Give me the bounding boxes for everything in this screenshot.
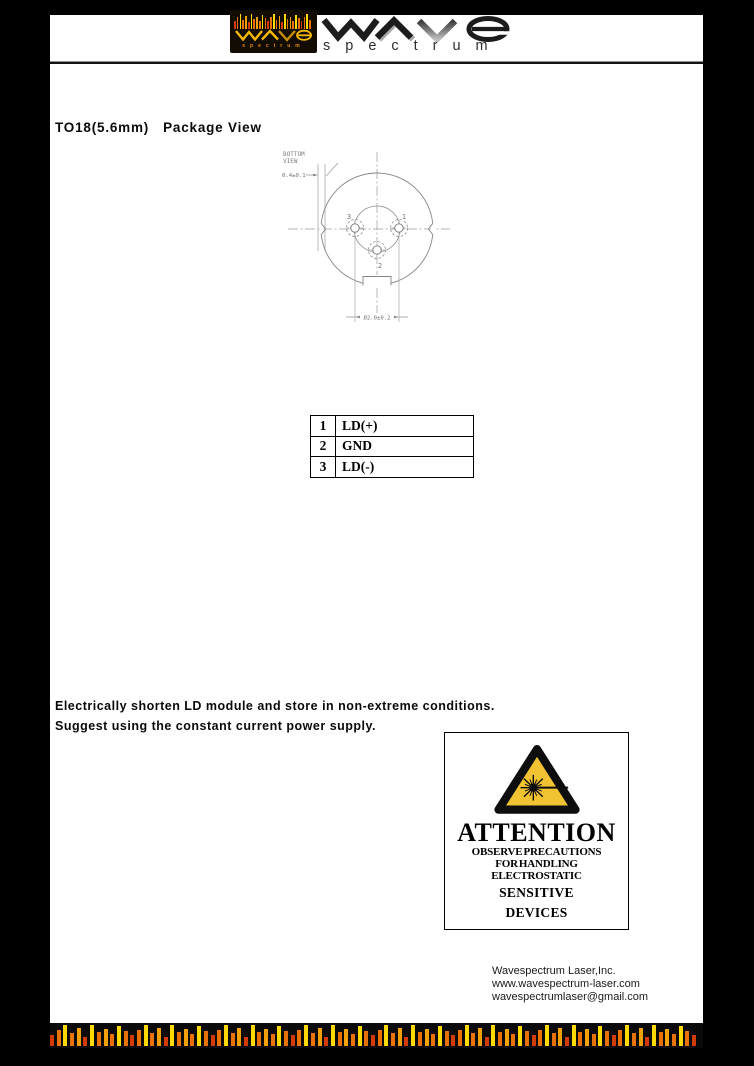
logo-spectrum-bars-icon <box>234 13 313 29</box>
spectrum-bar <box>245 16 247 29</box>
spectrum-bar <box>605 1031 609 1046</box>
spectrum-bar <box>276 20 278 29</box>
spectrum-bar <box>83 1037 87 1046</box>
attention-line-electrostatic: ELECTROSTATIC <box>491 870 582 882</box>
logo-wave-icon <box>234 29 313 42</box>
spectrum-bar <box>50 1035 54 1046</box>
spectrum-bar <box>77 1028 81 1046</box>
spectrum-bar <box>645 1037 649 1046</box>
spectrum-bar <box>150 1033 154 1046</box>
spectrum-bar <box>672 1034 676 1046</box>
spectrum-bar <box>301 21 303 29</box>
spectrum-bar <box>237 17 239 29</box>
spectrum-bar <box>491 1025 495 1046</box>
spectrum-bar <box>612 1035 616 1046</box>
spectrum-bar <box>242 20 244 29</box>
spectrum-bar <box>204 1031 208 1046</box>
note-line-2: Suggest using the constant current power supply. <box>55 718 377 733</box>
spectrum-bar <box>251 1025 255 1046</box>
spectrum-bar <box>632 1033 636 1046</box>
spectrum-bar <box>445 1031 449 1046</box>
spectrum-bar <box>411 1025 415 1046</box>
spectrum-bar <box>267 21 269 29</box>
spectrum-bar <box>190 1034 194 1046</box>
spectrum-bar <box>324 1037 328 1046</box>
spectrum-bar <box>618 1030 622 1046</box>
spectrum-bar <box>351 1034 355 1046</box>
datasheet-page <box>50 15 703 1048</box>
spectrum-bar <box>578 1032 582 1046</box>
drawing-pin2-label: 2 <box>377 262 383 270</box>
spectrum-bar <box>57 1030 61 1046</box>
spectrum-bar <box>572 1025 576 1046</box>
pin-table-row <box>311 436 474 457</box>
spectrum-bar <box>248 22 250 29</box>
spectrum-bar <box>144 1025 148 1046</box>
spectrum-bar <box>297 1030 301 1046</box>
spectrum-bar <box>458 1030 462 1046</box>
spectrum-bar <box>224 1025 228 1046</box>
spectrum-bar <box>431 1034 435 1046</box>
drawing-view-label-line1: BOTTOM <box>283 151 305 158</box>
spectrum-bar <box>538 1030 542 1046</box>
spectrum-bar <box>197 1026 201 1046</box>
drawing-flat-dimension: 0.4±0.1 <box>282 173 306 179</box>
spectrum-bar <box>485 1037 489 1046</box>
spectrum-bar <box>565 1037 569 1046</box>
spectrum-bar <box>331 1025 335 1046</box>
spectrum-bar <box>532 1035 536 1046</box>
spectrum-bar <box>284 14 286 29</box>
spectrum-bar <box>284 1031 288 1046</box>
spectrum-bar <box>257 1032 261 1046</box>
spectrum-bar <box>277 1026 281 1046</box>
spectrum-bar <box>665 1029 669 1046</box>
spectrum-bar <box>97 1032 101 1046</box>
pin-number-cell: 3 <box>311 457 336 478</box>
spectrum-bar <box>265 18 267 29</box>
spectrum-bar <box>117 1026 121 1046</box>
spectrum-bar <box>290 17 292 29</box>
esd-attention-box <box>444 732 629 930</box>
attention-title: ATTENTION <box>457 818 616 847</box>
spectrum-bar <box>592 1034 596 1046</box>
spectrum-bar <box>404 1037 408 1046</box>
pin-signal-cell: LD(-) <box>336 457 474 478</box>
company-website: www.wavespectrum-laser.com <box>492 977 640 990</box>
spectrum-bar <box>438 1026 442 1046</box>
drawing-view-label-line2: VIEW <box>283 158 298 165</box>
pin-number-cell: 1 <box>311 416 336 437</box>
package-bottom-view-drawing <box>280 145 460 335</box>
pin-table-body <box>311 416 474 478</box>
spectrum-bar <box>104 1029 108 1046</box>
spectrum-bar <box>63 1025 67 1046</box>
spectrum-bar <box>451 1035 455 1046</box>
attention-line-sensitive: SENSITIVE <box>499 885 574 900</box>
spectrum-bar <box>170 1025 174 1046</box>
company-email: wavespectrumlaser@gmail.com <box>492 990 649 1003</box>
wavespectrum-logo-box <box>230 10 317 53</box>
pin-signal-cell: GND <box>336 436 474 457</box>
page-title-view: Package View <box>163 120 262 135</box>
wordmark-spectrum-label: spectrum <box>323 38 503 54</box>
wavespectrum-wordmark <box>321 15 513 60</box>
spectrum-bar <box>271 1034 275 1046</box>
company-name: Wavespectrum Laser,Inc. <box>492 965 616 977</box>
spectrum-bar <box>304 17 306 29</box>
spectrum-bar <box>291 1035 295 1046</box>
spectrum-bar <box>240 14 242 29</box>
spectrum-bar <box>585 1029 589 1046</box>
spectrum-bar <box>625 1025 629 1046</box>
logo-box-spectrum-label: spectrum <box>242 43 305 49</box>
spectrum-bar <box>279 16 281 29</box>
pin-assignment-table <box>310 415 474 478</box>
spectrum-bar <box>177 1032 181 1046</box>
spectrum-bar <box>70 1033 74 1046</box>
spectrum-bar <box>90 1025 94 1046</box>
spectrum-bar <box>471 1033 475 1046</box>
pin-number-cell: 2 <box>311 436 336 457</box>
attention-line-handling: FOR HANDLING <box>495 858 578 870</box>
handling-notes <box>55 697 495 736</box>
spectrum-bar <box>598 1026 602 1046</box>
page-title <box>55 120 262 135</box>
spectrum-bar <box>211 1035 215 1046</box>
attention-line-observe: OBSERVE PRECAUTIONS <box>471 846 602 858</box>
bottom-spectrum-bars-border <box>50 1023 703 1048</box>
header-divider <box>50 61 703 64</box>
spectrum-bar <box>130 1035 134 1046</box>
pin-signal-cell: LD(+) <box>336 416 474 437</box>
spectrum-bar <box>311 1033 315 1046</box>
spectrum-bar <box>685 1031 689 1046</box>
spectrum-bar <box>264 1029 268 1046</box>
spectrum-bar <box>398 1028 402 1046</box>
spectrum-bar <box>391 1033 395 1046</box>
spectrum-bar <box>164 1037 168 1046</box>
spectrum-bar <box>465 1025 469 1046</box>
spectrum-bar <box>558 1028 562 1046</box>
spectrum-bar <box>659 1032 663 1046</box>
spectrum-bar <box>253 19 255 29</box>
spectrum-bar <box>518 1026 522 1046</box>
spectrum-bar <box>137 1030 141 1046</box>
spectrum-bar <box>262 15 264 29</box>
spectrum-bar <box>505 1029 509 1046</box>
footer-contact-block <box>492 965 648 1003</box>
laser-warning-icon <box>493 740 581 817</box>
spectrum-bar <box>511 1034 515 1046</box>
spectrum-bar <box>184 1029 188 1046</box>
spectrum-bar <box>309 20 311 29</box>
spectrum-bar <box>692 1035 696 1046</box>
spectrum-bar <box>217 1030 221 1046</box>
spectrum-bar <box>679 1026 683 1046</box>
spectrum-bar <box>652 1025 656 1046</box>
spectrum-bar <box>287 19 289 29</box>
spectrum-bar <box>295 15 297 29</box>
spectrum-bar <box>478 1028 482 1046</box>
spectrum-bar <box>384 1025 388 1046</box>
attention-line-devices: DEVICES <box>505 904 568 920</box>
spectrum-bar <box>251 14 253 29</box>
spectrum-bar <box>545 1025 549 1046</box>
spectrum-bar <box>298 18 300 29</box>
pin-table-row <box>311 457 474 478</box>
spectrum-bar <box>244 1037 248 1046</box>
spectrum-bar <box>157 1028 161 1046</box>
drawing-pin-circle-dimension: Ø2.0±0.2 <box>363 315 391 322</box>
spectrum-bar <box>281 22 283 29</box>
spectrum-bar <box>371 1035 375 1046</box>
spectrum-bar <box>525 1031 529 1046</box>
spectrum-bar <box>124 1031 128 1046</box>
spectrum-bar <box>378 1030 382 1046</box>
spectrum-bar <box>344 1029 348 1046</box>
spectrum-bar <box>110 1034 114 1046</box>
spectrum-bar <box>639 1028 643 1046</box>
spectrum-bar <box>270 17 272 29</box>
spectrum-bar <box>231 1033 235 1046</box>
spectrum-bar <box>418 1032 422 1046</box>
drawing-pin1-label: 1 <box>401 213 407 221</box>
spectrum-bar <box>237 1028 241 1046</box>
spectrum-bar <box>498 1032 502 1046</box>
spectrum-bar <box>318 1028 322 1046</box>
drawing-pin3-label: 3 <box>346 213 352 221</box>
spectrum-bar <box>256 17 258 29</box>
spectrum-bar <box>292 21 294 29</box>
spectrum-bar <box>273 14 275 29</box>
spectrum-bar <box>364 1031 368 1046</box>
pin-table-row <box>311 416 474 437</box>
spectrum-bar <box>304 1025 308 1046</box>
spectrum-bar <box>425 1029 429 1046</box>
spectrum-bar <box>552 1033 556 1046</box>
note-line-1: Electrically shorten LD module and store in non-extreme conditions. <box>55 699 495 713</box>
spectrum-bar <box>259 21 261 29</box>
spectrum-bar <box>234 21 236 29</box>
spectrum-bar <box>306 14 308 29</box>
spectrum-bar <box>338 1032 342 1046</box>
spectrum-bar <box>358 1026 362 1046</box>
page-title-package: TO18(5.6mm) <box>55 120 150 135</box>
